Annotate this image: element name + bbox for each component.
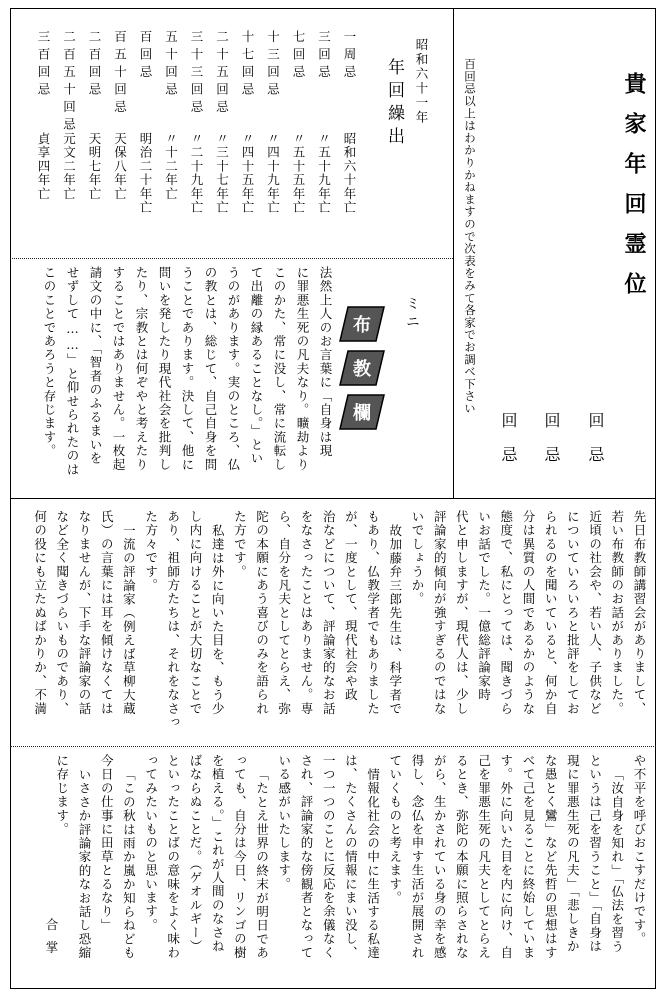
essay-bottom-line: ばならぬことだ。（ゲオルギー） (188, 754, 203, 954)
badge-label: 欄 (353, 403, 371, 424)
essay-middle-line: 代と申しますが、現代人は、少し (454, 510, 470, 716)
essay-bottom-line: 今日の仕事に田草とるなり」 (99, 754, 115, 933)
title-text: 貴家年回霊位 (621, 72, 646, 312)
schedule-kaiki: 二十五回忌 (214, 30, 230, 118)
divider-lower (10, 746, 656, 747)
schedule-death: 〃四十九年亡 (265, 132, 281, 215)
mini-fukyo-line: たり、宗教とは何ぞやと考えたり (134, 266, 149, 472)
essay-bottom-line: ていくものと考えます。 (387, 754, 403, 905)
essay-middle-line: なりませんが、下手な評論家の話 (77, 510, 92, 716)
schedule-death: 〃二十九年亡 (189, 132, 204, 215)
essay-middle-line: し内に向けることが大切なことで (188, 510, 203, 716)
mini-fukyo-line: の教とは、総じて、自己自身を問 (203, 266, 218, 472)
mini-fukyo-line: に罪悪生死の凡夫なり。曠劫より (295, 266, 310, 472)
closing-gassho: 合掌 (44, 918, 59, 963)
essay-middle-line: 私達は外に向いた目を、もう少 (210, 524, 226, 716)
essay-middle-line: 陀の本願にあう喜びのみを語られ (254, 510, 270, 716)
essay-bottom-line: 「汝自身を知れ」「仏法を習う (609, 768, 625, 954)
essay-bottom-line: 現に罪悪生死の凡夫」「悲しきか (565, 754, 581, 954)
mini-fukyo-line: このことであろうと存じます。 (42, 266, 57, 458)
essay-bottom-line: す。外に向いた目を内に向け、自 (498, 754, 514, 960)
essay-bottom-line: 得し、念仏を申す生活が展開され (410, 754, 425, 960)
schedule-death: 天保八年亡 (112, 132, 128, 201)
schedule-death: 昭和六十年亡 (342, 132, 357, 215)
essay-bottom-line: といったことばの意味をよく味わ (165, 754, 181, 960)
essay-middle-line: いでしょうか。 (410, 510, 425, 606)
badge (338, 392, 386, 432)
schedule-title: 年回繰出 (384, 58, 404, 150)
mini-fukyo-line: することではありません。一枚起 (111, 266, 126, 472)
essay-middle-line: た方です。 (232, 510, 248, 579)
schedule-death: 〃五十五年亡 (291, 132, 306, 215)
schedule-death: 〃四十五年亡 (240, 132, 255, 215)
essay-bottom-line: な愚とく鸞」など先哲の思想はす (543, 754, 559, 960)
essay-bottom-line: され、評論家的な傍観者となって (299, 754, 314, 960)
schedule-death: 貞享四年亡 (36, 132, 51, 201)
badge-label: 教 (353, 359, 371, 380)
essay-bottom-line: るとき、弥陀の本願に照らされな (454, 754, 470, 960)
essay-bottom-line: べて己を見ることに終始していま (521, 754, 536, 960)
divider-middle (10, 498, 656, 499)
badge (338, 348, 386, 388)
schedule-death: 〃三十七年亡 (214, 132, 230, 215)
mini-fukyo-line: て出離の縁あることなし。」とい (249, 266, 264, 466)
essay-middle-line: 治などについて、評論家的なお話 (321, 510, 337, 716)
mini-fukyo-line: このかた、常に没し、常に流転し (272, 266, 287, 472)
mini-label: ミニ (404, 296, 420, 332)
essay-middle-line: 評論家的傾向が強すぎるのではな (432, 510, 448, 716)
schedule-kaiki: 三十三回忌 (189, 30, 204, 118)
badge-label: 布 (353, 315, 371, 336)
essay-middle-line: 態度で、私にとっては、聞きづら (498, 510, 514, 716)
mini-fukyo-line: 法然上人のお言葉に「自身は現 (318, 266, 333, 458)
essay-bottom-line: というは己を習うこと」「自身は (587, 754, 603, 954)
subtitle-note: 百回忌以上はわかりかねますので次表をみて各家でお調べ下さい (463, 58, 477, 415)
essay-middle-line: もあり、仏教学者でもありました (365, 510, 381, 716)
kaiki-blank-3: 回忌 (499, 412, 518, 480)
essay-middle-line: あり、祖師方たちは、それをなさっ (165, 510, 181, 730)
essay-bottom-line: っても、自分は今日、リンゴの樹 (232, 754, 248, 960)
essay-bottom-line: いる感がいたします。 (276, 754, 292, 891)
schedule-death: 〃十二年亡 (163, 132, 179, 201)
essay-middle-line: 氏）の言葉には耳を傾けなくては (99, 510, 115, 716)
essay-middle-line: ら、自分を凡夫としてとらえ、弥 (276, 510, 292, 716)
essay-middle-line: 一流の評論家（例えば草柳大蔵 (121, 524, 137, 716)
schedule-year: 昭和六十一年 (414, 38, 429, 125)
essay-bottom-line: いささか評論家的なお話し恐縮 (77, 768, 92, 960)
schedule-kaiki: 二百回忌 (87, 30, 102, 100)
essay-middle-line: 先日布教師講習会がありまして、 (632, 510, 647, 716)
schedule-kaiki: 三回忌 (316, 30, 332, 83)
essay-middle-line: など全く聞きづらいものであり、 (54, 510, 70, 716)
essay-bottom-line: に存じます。 (54, 754, 70, 837)
essay-bottom-line: がら、生かされている身の幸を感 (432, 754, 448, 960)
mini-fukyo-line: うのがあります。実のところ、仏 (226, 266, 241, 472)
kaiki-blank-1: 回忌 (586, 412, 605, 480)
schedule-kaiki: 百回忌 (138, 30, 153, 83)
essay-middle-line: をなさったことはありません。専 (299, 510, 314, 716)
schedule-death: 明治二十年亡 (138, 132, 153, 215)
essay-middle-line: 分は異質の人間であるかのような (521, 510, 536, 716)
essay-middle-line: についていろいろと批評をしてお (565, 510, 581, 716)
schedule-kaiki: 五十回忌 (163, 30, 179, 100)
divider-vertical (453, 8, 454, 498)
schedule-death: 〃五十九年亡 (316, 132, 332, 215)
essay-bottom-line: 己を罪悪生死の凡夫としてとらえ (476, 754, 492, 960)
essay-middle-line: いお話でした。一億総評論家時 (476, 510, 492, 702)
essay-middle-line: た方々です。 (143, 510, 159, 593)
mini-fukyo-line: 請文の中に、「智者のふるまいを (88, 266, 103, 466)
schedule-kaiki: 二百五十回忌 (61, 30, 77, 135)
essay-middle-line: 近頃の社会や、若い人、子供など (587, 510, 603, 716)
schedule-kaiki: 一周忌 (342, 30, 357, 83)
essay-bottom-line: ってみたいものと思います。 (143, 754, 159, 933)
essay-middle-line: 何の役にも立たぬばかりか、不満 (32, 510, 48, 716)
essay-bottom-line: 「この秋は雨か嵐か知らねども (121, 768, 137, 960)
essay-middle-line: が、一度として、現代社会や政 (343, 510, 359, 702)
schedule-death: 天明七年亡 (87, 132, 102, 201)
divider-top (10, 258, 453, 259)
schedule-kaiki: 十七回忌 (240, 30, 255, 100)
essay-middle-line: 故加藤弁三郎先生は、科学者で (387, 524, 403, 716)
essay-bottom-line: 情報化社会の中に生活する私達 (365, 768, 381, 960)
mini-fukyo-line: 問いを発したり現代社会を批判し (157, 266, 172, 472)
mini-fukyo-line: うことであります。決して、他に (180, 266, 195, 472)
schedule-kaiki: 十三回忌 (265, 30, 281, 100)
mini-fukyo-line: せずして……」と仰せられたのは (65, 266, 80, 477)
essay-bottom-line: や不平を呼びおこすだけです。 (632, 754, 647, 946)
essay-bottom-line: は、たくさんの情報にまい没し、 (343, 754, 359, 960)
schedule-kaiki: 百五十回忌 (112, 30, 128, 118)
essay-bottom-line: 一つ一つのことに反応を余儀なく (321, 754, 337, 960)
kaiki-blank-2: 回忌 (542, 412, 561, 480)
essay-bottom-line: 「たとえ世界の終末が明日であ (254, 768, 270, 960)
schedule-death: 元文二年亡 (61, 132, 77, 201)
essay-bottom-line: を植える。」これが人間のなさね (210, 754, 226, 954)
schedule-kaiki: 三百回忌 (36, 30, 51, 100)
essay-middle-line: られるのを聞いていると、何か自 (543, 510, 559, 716)
badge (338, 304, 386, 344)
schedule-kaiki: 七回忌 (291, 30, 306, 83)
essay-middle-line: 若い布教師のお話がありました。 (609, 510, 625, 716)
